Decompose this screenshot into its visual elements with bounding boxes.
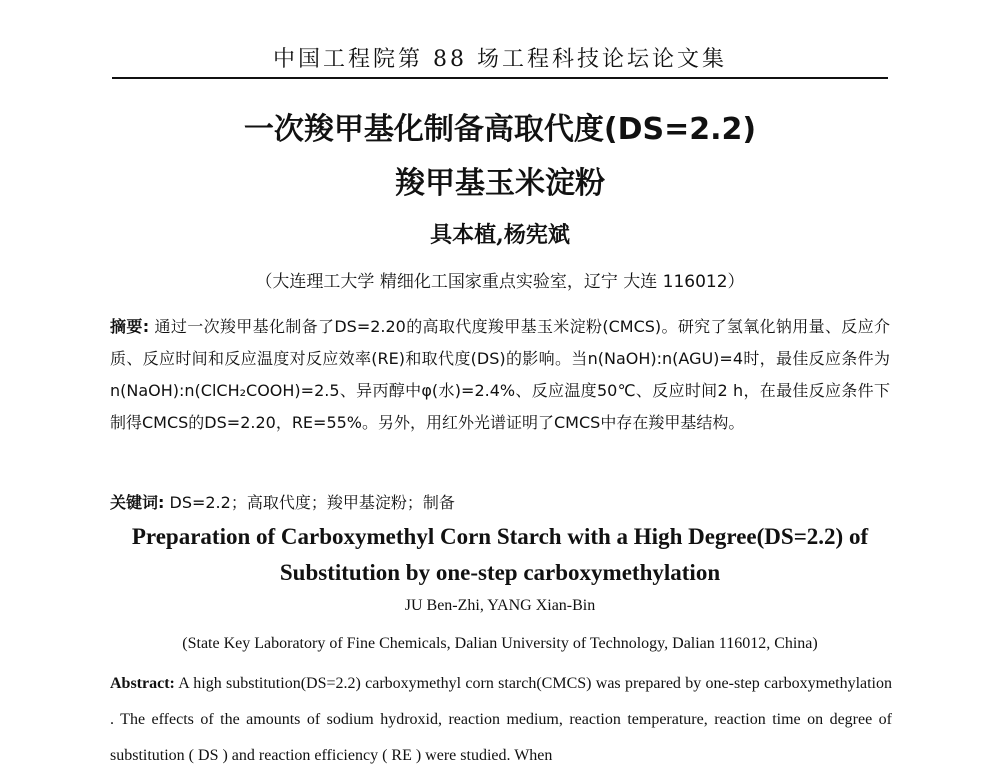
chinese-authors: 具本植,杨宪斌 xyxy=(430,222,570,248)
chinese-keywords-text: DS=2.2；高取代度；羧甲基淀粉；制备 xyxy=(164,493,455,512)
english-abstract-text: A high substitution(DS=2.2) carboxymethyl corn starch(CMCS) was prepared by one-step carboxymethylation . The effects of the amounts of sodium hydroxid, reaction medium, reaction temperature, reaction time on degree of substitution ( DS ) and reaction efficiency ( RE ) were studied. When xyxy=(110,675,892,764)
english-authors: JU Ben-Zhi, YANG Xian-Bin xyxy=(404,597,596,614)
chinese-affiliation: （大连理工大学 精细化工国家重点实验室，辽宁 大连 116012） xyxy=(255,272,745,292)
chinese-keywords xyxy=(110,490,890,513)
chinese-title-line-2: 羧甲基玉米淀粉 xyxy=(395,166,605,201)
english-affiliation: (State Key Laboratory of Fine Chemicals, Dalian University of Technology, Dalian 116012, China) xyxy=(182,635,818,652)
header-rule xyxy=(112,77,888,79)
english-abstract-label: Abstract: xyxy=(110,675,175,692)
chinese-keywords-label: 关键词: xyxy=(110,493,165,512)
running-header: 中国工程院第 88 场工程科技论坛论文集 xyxy=(273,47,727,72)
chinese-abstract-text: 通过一次羧甲基化制备了DS=2.20的高取代度羧甲基玉米淀粉(CMCS)。研究了氢氧化钠用量、反应介质、反应时间和反应温度对反应效率(RE)和取代度(DS)的影响。当n(NaOH):n(AGU)=4时，最佳反应条件为n(NaOH):n(ClCH₂COOH)=2.5、异丙醇中φ(水)=2.4%、反应温度50℃、反应时间2 h，在最佳反应条件下制得CMCS的DS=2.20，RE=55%。另外，用红外光谱证明了CMCS中存在羧甲基结构。 xyxy=(110,317,890,432)
chinese-title-line-1: 一次羧甲基化制备高取代度(DS=2.2) xyxy=(243,112,757,147)
chinese-abstract xyxy=(110,311,890,439)
english-abstract xyxy=(110,666,892,774)
chinese-abstract-label: 摘要: xyxy=(110,317,150,336)
english-title: Preparation of Carboxymethyl Corn Starch with a High Degree(DS=2.2) of Substitution by one-step carboxymethylation xyxy=(131,524,869,585)
